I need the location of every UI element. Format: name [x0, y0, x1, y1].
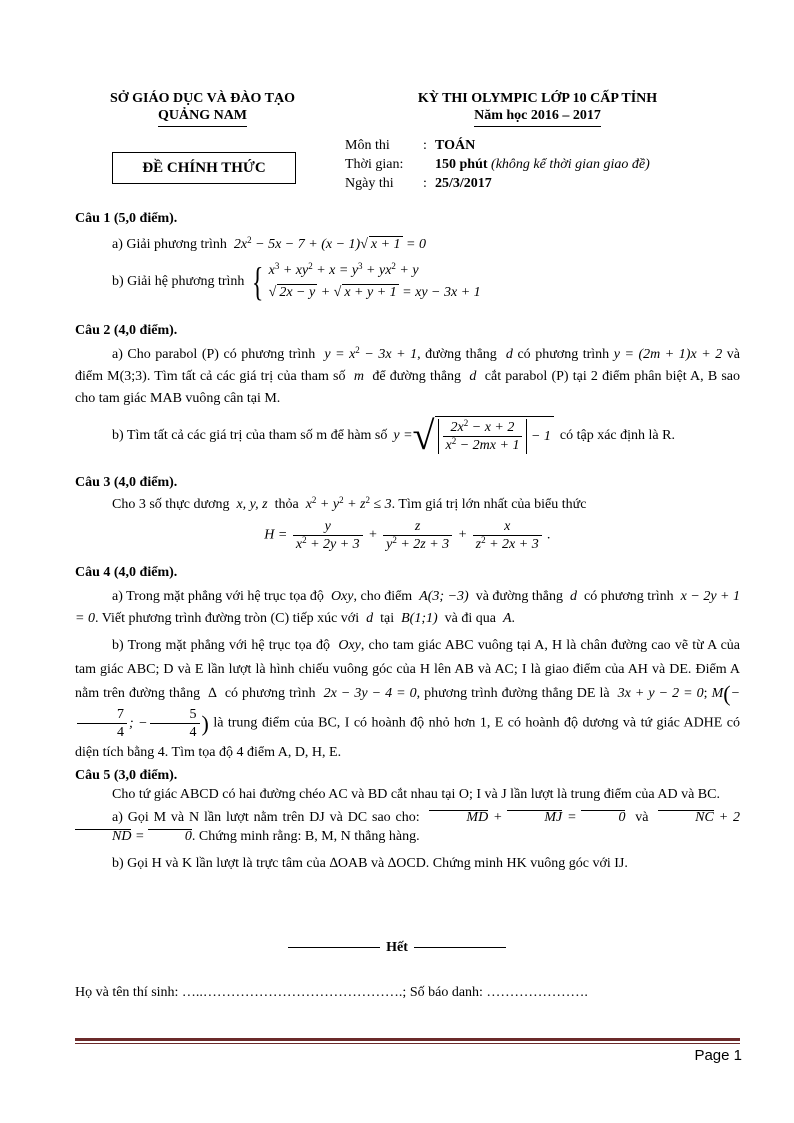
text: là trung điểm của BC, I có hoành độ nhỏ hơn 1, E có hoành độ dương và tứ giác ADHE có diện tích bằng 4. Tìm tọa độ 4 điểm A, D, H, E. [75, 715, 740, 761]
text: có phương trình [224, 686, 316, 702]
question-1a [75, 234, 740, 256]
text: a) Trong mặt phẳng với hệ trục tọa độ [112, 589, 324, 604]
text: và điểm M(3;3). Tìm tất cả các giá trị của tham số [75, 347, 740, 384]
question-4a: a) Trong mặt phẳng với hệ trục tọa độ Oxy, cho điểm A(3; −3) và đường thẳng d có phương trình x − 2y + 1 = 0. Viết phương trình đường tròn (C) tiếp xúc với d tại B(1;1) và đi qua A. [75, 589, 740, 626]
end-marker [0, 940, 794, 956]
page-number: Page 1 [694, 1047, 742, 1064]
subject-key: Môn thi [345, 138, 390, 153]
system-1b: { $x^3 + xy^2 + x = y^3 + yx^2 + y$ √ 2x − y + √ x + y + 1 = xy − 3x + 1 [252, 259, 481, 304]
question-3-text: Cho 3 số thực dương x, y, z thỏa $x^2 + y^2 + z^2 \le 3$. Tìm giá trị lớn nhất của biểu thức [112, 495, 587, 512]
text: có phương trình [517, 347, 610, 362]
time-row [345, 155, 650, 174]
text: a) Cho parabol (P) có phương trình [112, 347, 316, 362]
time-value: 150 phút [435, 157, 488, 172]
exam-meta [345, 136, 650, 193]
question-5a: a) Gọi M và N lần lượt nằm trên DJ và DC sao cho: MD + MJ = 0 và NC + 2ND = 0. Chứng minh rằng: B, M, N thẳng hàng. [75, 808, 740, 846]
subject-value: TOÁN [435, 138, 476, 153]
official-exam-label: ĐỀ CHÍNH THỨC [142, 159, 266, 176]
text: thỏa [274, 497, 299, 512]
department-header [80, 90, 325, 127]
school-year: Năm học 2016 – 2017 [474, 107, 601, 127]
text: cắt parabol (P) tại 2 điểm phân biệt A, B sao cho tam giác MAB vuông cân tại M. [75, 369, 741, 406]
function-2b: √ $\frac{2x^2 - x + 2}{x^2 - 2mx + 1}$ − 1 [413, 416, 554, 456]
text: b) Tìm tất cả các giá trị của tham số m để hàm số [112, 428, 388, 443]
question-4b: b) Trong mặt phẳng với hệ trục tọa độ Oxy, cho tam giác ABC vuông tại A, H là chân đường cao vẽ từ A của tam giác ABC; D và E lần lượt là hình chiếu vuông góc của H lên AB và AC; I là giao điểm của AH và DE. Điểm A nằm trên đường thẳng ∆ có phương trình 2x − 3y − 4 = 0, phương trình đường thẳng DE là 3x + y − 2 = 0; M(− $\frac{7}{4}$ ; − $\frac{5}{4}$ ) là trung điểm của BC, I có hoành độ nhỏ hơn 1, E có hoành độ dương và tứ giác ADHE có diện tích bằng 4. Tìm tọa độ 4 điểm A, D, H, E. [75, 638, 741, 761]
text: và đường thẳng [475, 589, 564, 604]
question-5 [75, 766, 740, 873]
text: . Viết phương trình đường tròn (C) tiếp xúc với [94, 611, 360, 626]
department-name: SỞ GIÁO DỤC VÀ ĐÀO TẠO [109, 91, 295, 106]
question-3 [75, 472, 740, 553]
exam-name: KỲ THI OLYMPIC LỚP 10 CẤP TỈNH [417, 91, 658, 106]
question-1b [75, 260, 740, 304]
text: , phương trình đường thẳng DE là [416, 686, 610, 702]
subject-row [345, 136, 650, 155]
text: . Tìm giá trị lớn nhất của biểu thức [391, 497, 587, 512]
question-1b-label: b) Giải hệ phương trình [112, 274, 245, 289]
colon: : [423, 138, 427, 153]
text: , cho tam giác ABC vuông tại A, H là chân đường cao vẽ từ A của tam giác ABC; D và E lần lượt là hình chiếu vuông góc của H lên AB và AC; I là giao điểm của AH và DE. Điểm A nằm trên đường thẳng [75, 638, 741, 702]
equation-1a: $2x^2 - 5x - 7 + (x - 1)√$ x + 1 = 0 [230, 235, 426, 252]
candidate-info: Họ và tên thí sinh: …..…………………………………….; Số báo danh: …………………. [75, 985, 588, 1000]
date-key: Ngày thi [345, 176, 394, 191]
date-value: 25/3/2017 [435, 176, 492, 191]
question-1-title: Câu 1 (5,0 điểm). [75, 211, 178, 226]
end-label: Hết [386, 940, 408, 955]
text: , cho điểm [353, 589, 413, 604]
text: để đường thẳng [372, 369, 462, 384]
date-row [345, 174, 650, 193]
text: b) Trong mặt phẳng với hệ trục tọa độ [112, 638, 330, 653]
province-name: QUẢNG NAM [158, 107, 247, 127]
question-2b: b) Tìm tất cả các giá trị của tham số m để hàm số y = √ $\frac{2x^2 - x + 2}{x^2 - 2mx + 1}$ − 1 có tập xác định là R. [112, 413, 675, 458]
text: có phương trình [584, 589, 674, 604]
text: tại [380, 611, 395, 626]
footer-rule [75, 1038, 740, 1041]
colon: : [423, 176, 427, 191]
text: a) Gọi M và N lần lượt nằm trên DJ và DC sao cho: [112, 810, 420, 825]
text: , đường thẳng [417, 347, 497, 362]
question-3-title: Câu 3 (4,0 điểm). [75, 475, 178, 490]
text: và đi qua [444, 611, 496, 626]
question-1a-label: a) Giải phương trình [112, 237, 227, 252]
question-4 [75, 562, 740, 765]
question-4-title: Câu 4 (4,0 điểm). [75, 565, 178, 580]
footer-rule-thin [75, 1043, 740, 1044]
official-exam-box [112, 152, 296, 184]
question-2a: a) Cho parabol (P) có phương trình $y = x^2 - 3x + 1$, đường thẳng d có phương trình y = (2m + 1)x + 2 và điểm M(3;3). Tìm tất cả các giá trị của tham số m để đường thẳng d cắt parabol (P) tại 2 điểm phân biệt A, B sao cho tam giác MAB vuông cân tại M. [75, 345, 741, 406]
text: có tập xác định là R. [559, 428, 675, 443]
time-note: (không kể thời gian giao đề) [491, 157, 650, 172]
expression-H: H = $\frac{y}{x^2 + 2y + 3}$ + $\frac{z}{y^2 + 2z + 3}$ + $\frac{x}{z^2 + 2x + 3}$ . [264, 519, 551, 552]
text: và [635, 810, 649, 825]
text: . Chứng minh rằng: B, M, N thẳng hàng. [191, 829, 420, 844]
question-5b: b) Gọi H và K lần lượt là trực tâm của ∆OAB và ∆OCD. Chứng minh HK vuông góc với IJ. [112, 856, 628, 871]
time-key: Thời gian: [345, 157, 404, 172]
exam-header [345, 90, 730, 127]
question-2-title: Câu 2 (4,0 điểm). [75, 323, 178, 338]
question-2 [75, 320, 740, 456]
question-5-intro: Cho tứ giác ABCD có hai đường chéo AC và BD cắt nhau tại O; I và J lần lượt là trung điểm của AD và BC. [112, 787, 720, 802]
question-5-title: Câu 5 (3,0 điểm). [75, 768, 178, 783]
question-1 [75, 208, 740, 304]
text: Cho 3 số thực dương [112, 497, 230, 512]
